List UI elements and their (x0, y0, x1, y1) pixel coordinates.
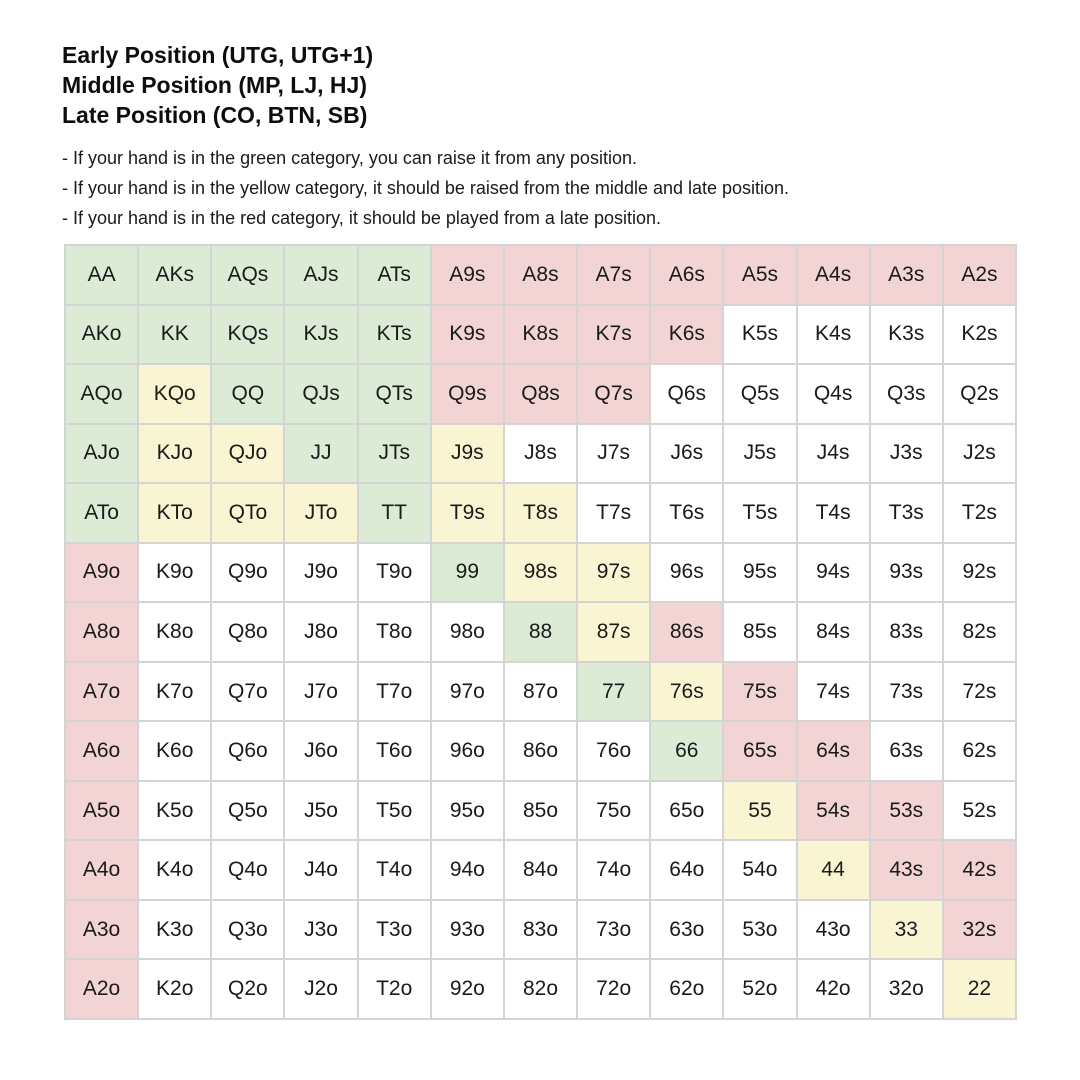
hand-cell: 82s (944, 603, 1017, 663)
hand-cell: 74s (798, 663, 871, 723)
hand-cell: 93s (871, 544, 944, 604)
hand-cell: 62o (651, 960, 724, 1020)
hand-cell: Q7s (578, 365, 651, 425)
hand-cell: 54o (724, 841, 797, 901)
hand-cell: QTo (212, 484, 285, 544)
hand-cell: AQs (212, 246, 285, 306)
hand-cell: Q9s (432, 365, 505, 425)
hand-cell: 88 (505, 603, 578, 663)
hand-cell: 22 (944, 960, 1017, 1020)
hand-cell: ATs (359, 246, 432, 306)
hand-cell: KQo (139, 365, 212, 425)
hand-cell: J6o (285, 722, 358, 782)
hand-cell: J4o (285, 841, 358, 901)
hand-cell: A7o (66, 663, 139, 723)
hand-cell: 75s (724, 663, 797, 723)
heading-middle-position: Middle Position (MP, LJ, HJ) (62, 72, 367, 98)
hand-cell: A4s (798, 246, 871, 306)
hand-cell: J8o (285, 603, 358, 663)
hand-cell: T9o (359, 544, 432, 604)
hand-cell: AJo (66, 425, 139, 485)
hand-cell: 32o (871, 960, 944, 1020)
hand-cell: T2s (944, 484, 1017, 544)
hand-cell: K3o (139, 901, 212, 961)
hand-cell: 72o (578, 960, 651, 1020)
hand-cell: KJo (139, 425, 212, 485)
hand-cell: 94o (432, 841, 505, 901)
hand-cell: A5s (724, 246, 797, 306)
hand-cell: AKs (139, 246, 212, 306)
hand-cell: TT (359, 484, 432, 544)
hand-cell: 52s (944, 782, 1017, 842)
hand-cell: A9s (432, 246, 505, 306)
hand-cell: QQ (212, 365, 285, 425)
hand-cell: 82o (505, 960, 578, 1020)
hand-cell: 99 (432, 544, 505, 604)
hand-cell: A8s (505, 246, 578, 306)
hand-cell: J6s (651, 425, 724, 485)
hand-cell: 42o (798, 960, 871, 1020)
hand-cell: 86s (651, 603, 724, 663)
hand-cell: 96o (432, 722, 505, 782)
hand-cell: 92o (432, 960, 505, 1020)
hand-cell: K2s (944, 306, 1017, 366)
hand-cell: K6s (651, 306, 724, 366)
hand-cell: K5o (139, 782, 212, 842)
hand-cell: K4s (798, 306, 871, 366)
hand-cell: T6o (359, 722, 432, 782)
hand-cell: Q6o (212, 722, 285, 782)
hand-cell: J9s (432, 425, 505, 485)
hand-cell: 66 (651, 722, 724, 782)
hand-cell: 52o (724, 960, 797, 1020)
hand-cell: KTo (139, 484, 212, 544)
hand-cell: 98o (432, 603, 505, 663)
hand-cell: Q8o (212, 603, 285, 663)
hand-cell: 87s (578, 603, 651, 663)
hand-cell: QJs (285, 365, 358, 425)
hand-cell: J9o (285, 544, 358, 604)
hand-cell: T7s (578, 484, 651, 544)
note-yellow: - If your hand is in the yellow category, it should be raised from the middle and late position. (62, 178, 790, 198)
hand-cell: 97o (432, 663, 505, 723)
hand-cell: A9o (66, 544, 139, 604)
hand-cell: A6s (651, 246, 724, 306)
hand-cell: 77 (578, 663, 651, 723)
hand-cell: J2o (285, 960, 358, 1020)
hand-cell: Q2s (944, 365, 1017, 425)
hand-cell: T6s (651, 484, 724, 544)
hand-cell: K4o (139, 841, 212, 901)
hand-range-grid (64, 244, 1017, 1020)
hand-cell: AQo (66, 365, 139, 425)
hand-cell: 95o (432, 782, 505, 842)
hand-cell: JTs (359, 425, 432, 485)
heading-early-position: Early Position (UTG, UTG+1) (62, 42, 374, 68)
hand-cell: KTs (359, 306, 432, 366)
hand-cell: J5s (724, 425, 797, 485)
hand-cell: 86o (505, 722, 578, 782)
hand-cell: K6o (139, 722, 212, 782)
hand-cell: 83s (871, 603, 944, 663)
hand-cell: J7s (578, 425, 651, 485)
hand-cell: A2o (66, 960, 139, 1020)
hand-cell: A3o (66, 901, 139, 961)
hand-cell: JTo (285, 484, 358, 544)
hand-cell: QTs (359, 365, 432, 425)
hand-cell: A7s (578, 246, 651, 306)
hand-cell: 76o (578, 722, 651, 782)
hand-cell: K9s (432, 306, 505, 366)
hand-cell: AJs (285, 246, 358, 306)
hand-cell: 43o (798, 901, 871, 961)
hand-cell: 98s (505, 544, 578, 604)
hand-cell: 55 (724, 782, 797, 842)
hand-cell: KK (139, 306, 212, 366)
hand-cell: Q6s (651, 365, 724, 425)
hand-cell: 84s (798, 603, 871, 663)
hand-cell: 62s (944, 722, 1017, 782)
hand-cell: 64s (798, 722, 871, 782)
hand-cell: A8o (66, 603, 139, 663)
hand-cell: T9s (432, 484, 505, 544)
hand-cell: 73s (871, 663, 944, 723)
heading-late-position: Late Position (CO, BTN, SB) (62, 102, 368, 128)
hand-cell: Q7o (212, 663, 285, 723)
hand-cell: K2o (139, 960, 212, 1020)
hand-cell: T4s (798, 484, 871, 544)
hand-cell: A4o (66, 841, 139, 901)
hand-cell: Q9o (212, 544, 285, 604)
hand-cell: T7o (359, 663, 432, 723)
hand-cell: 85o (505, 782, 578, 842)
hand-cell: T5s (724, 484, 797, 544)
hand-cell: A6o (66, 722, 139, 782)
hand-cell: 53s (871, 782, 944, 842)
hand-cell: A5o (66, 782, 139, 842)
note-green: - If your hand is in the green category, you can raise it from any position. (62, 148, 637, 168)
hand-cell: QJo (212, 425, 285, 485)
hand-cell: Q4o (212, 841, 285, 901)
hand-cell: 87o (505, 663, 578, 723)
hand-cell: Q5o (212, 782, 285, 842)
hand-cell: K5s (724, 306, 797, 366)
hand-cell: 74o (578, 841, 651, 901)
hand-cell: Q8s (505, 365, 578, 425)
hand-cell: A3s (871, 246, 944, 306)
note-red: - If your hand is in the red category, it should be played from a late position. (62, 208, 662, 228)
hand-cell: JJ (285, 425, 358, 485)
hand-cell: 63s (871, 722, 944, 782)
hand-cell: T8o (359, 603, 432, 663)
hand-cell: J3o (285, 901, 358, 961)
hand-cell: J7o (285, 663, 358, 723)
hand-cell: ATo (66, 484, 139, 544)
hand-cell: 65s (724, 722, 797, 782)
hand-cell: KQs (212, 306, 285, 366)
hand-cell: J5o (285, 782, 358, 842)
position-headings (62, 40, 1022, 130)
hand-cell: Q4s (798, 365, 871, 425)
hand-cell: K3s (871, 306, 944, 366)
hand-cell: 43s (871, 841, 944, 901)
hand-cell: 53o (724, 901, 797, 961)
hand-cell: T8s (505, 484, 578, 544)
hand-cell: T3s (871, 484, 944, 544)
hand-cell: T4o (359, 841, 432, 901)
hand-cell: A2s (944, 246, 1017, 306)
hand-cell: 76s (651, 663, 724, 723)
hand-cell: 65o (651, 782, 724, 842)
hand-cell: AA (66, 246, 139, 306)
hand-cell: J2s (944, 425, 1017, 485)
hand-cell: J4s (798, 425, 871, 485)
hand-cell: J3s (871, 425, 944, 485)
hand-cell: 64o (651, 841, 724, 901)
hand-cell: 83o (505, 901, 578, 961)
hand-cell: 75o (578, 782, 651, 842)
hand-cell: 42s (944, 841, 1017, 901)
hand-cell: 54s (798, 782, 871, 842)
hand-cell: T2o (359, 960, 432, 1020)
hand-cell: 33 (871, 901, 944, 961)
hand-cell: 96s (651, 544, 724, 604)
hand-cell: 44 (798, 841, 871, 901)
hand-cell: K8o (139, 603, 212, 663)
hand-cell: T5o (359, 782, 432, 842)
legend-notes (62, 143, 1052, 233)
hand-cell: 95s (724, 544, 797, 604)
hand-cell: Q3s (871, 365, 944, 425)
hand-cell: 93o (432, 901, 505, 961)
hand-cell: 92s (944, 544, 1017, 604)
hand-cell: 72s (944, 663, 1017, 723)
hand-cell: 84o (505, 841, 578, 901)
hand-cell: KJs (285, 306, 358, 366)
hand-cell: Q2o (212, 960, 285, 1020)
hand-cell: 73o (578, 901, 651, 961)
hand-cell: 32s (944, 901, 1017, 961)
hand-cell: Q5s (724, 365, 797, 425)
hand-cell: K8s (505, 306, 578, 366)
hand-cell: K9o (139, 544, 212, 604)
hand-cell: 94s (798, 544, 871, 604)
hand-cell: T3o (359, 901, 432, 961)
hand-cell: Q3o (212, 901, 285, 961)
hand-cell: K7o (139, 663, 212, 723)
hand-cell: K7s (578, 306, 651, 366)
hand-cell: AKo (66, 306, 139, 366)
hand-cell: 63o (651, 901, 724, 961)
hand-cell: J8s (505, 425, 578, 485)
hand-cell: 85s (724, 603, 797, 663)
hand-cell: 97s (578, 544, 651, 604)
